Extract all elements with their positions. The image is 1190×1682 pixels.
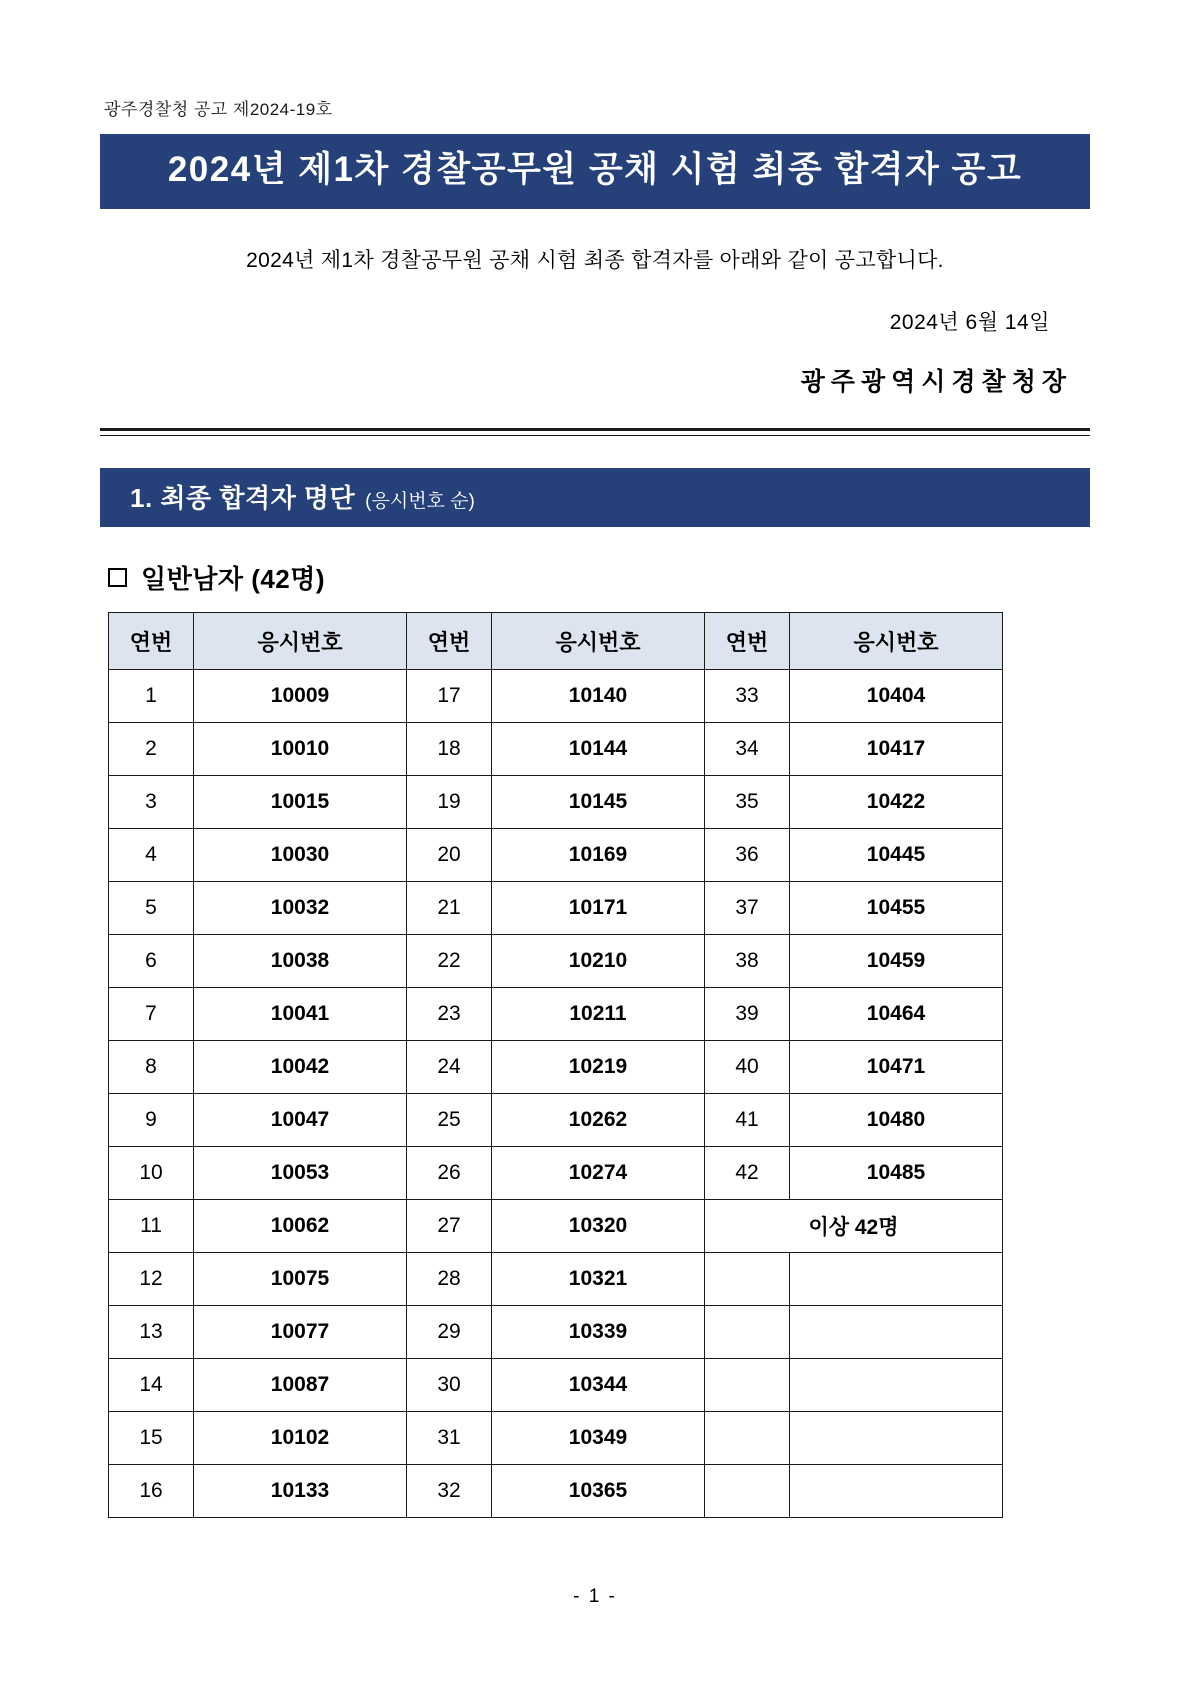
table-row bbox=[109, 935, 1003, 988]
cell-exam-number: 10480 bbox=[790, 1094, 1003, 1147]
announcement-date: 2024년 6월 14일 bbox=[889, 311, 1050, 334]
table-row bbox=[109, 1253, 1003, 1306]
cell-index: 11 bbox=[109, 1200, 194, 1253]
intro-paragraph: 2024년 제1차 경찰공무원 공채 시험 최종 합격자를 아래와 같이 공고합니다. bbox=[246, 248, 944, 272]
column-header-index-1: 연번 bbox=[109, 613, 194, 670]
empty-cell bbox=[790, 1465, 1003, 1518]
cell-index: 16 bbox=[109, 1465, 194, 1518]
table-row bbox=[109, 1041, 1003, 1094]
column-header-index-2: 연번 bbox=[407, 613, 492, 670]
group-label: 일반남자 (42명) bbox=[141, 564, 326, 594]
cell-index: 22 bbox=[407, 935, 492, 988]
horizontal-divider bbox=[100, 428, 1090, 436]
cell-index: 4 bbox=[109, 829, 194, 882]
cell-index: 1 bbox=[109, 670, 194, 723]
cell-index: 12 bbox=[109, 1253, 194, 1306]
cell-exam-number: 10274 bbox=[492, 1147, 705, 1200]
cell-index: 31 bbox=[407, 1412, 492, 1465]
cell-exam-number: 10077 bbox=[194, 1306, 407, 1359]
empty-cell bbox=[790, 1253, 1003, 1306]
cell-index: 5 bbox=[109, 882, 194, 935]
cell-exam-number: 10041 bbox=[194, 988, 407, 1041]
cell-index: 18 bbox=[407, 723, 492, 776]
table-row bbox=[109, 1200, 1003, 1253]
table-row bbox=[109, 1147, 1003, 1200]
cell-exam-number: 10062 bbox=[194, 1200, 407, 1253]
cell-exam-number: 10102 bbox=[194, 1412, 407, 1465]
cell-exam-number: 10075 bbox=[194, 1253, 407, 1306]
table-row bbox=[109, 1412, 1003, 1465]
cell-exam-number: 10133 bbox=[194, 1465, 407, 1518]
total-note: 이상 42명 bbox=[705, 1200, 1003, 1253]
cell-index: 21 bbox=[407, 882, 492, 935]
cell-exam-number: 10471 bbox=[790, 1041, 1003, 1094]
cell-exam-number: 10087 bbox=[194, 1359, 407, 1412]
cell-index: 33 bbox=[705, 670, 790, 723]
cell-index: 37 bbox=[705, 882, 790, 935]
empty-cell bbox=[705, 1359, 790, 1412]
cell-exam-number: 10015 bbox=[194, 776, 407, 829]
table-row bbox=[109, 670, 1003, 723]
cell-index: 29 bbox=[407, 1306, 492, 1359]
cell-index: 39 bbox=[705, 988, 790, 1041]
cell-index: 25 bbox=[407, 1094, 492, 1147]
cell-exam-number: 10417 bbox=[790, 723, 1003, 776]
cell-exam-number: 10171 bbox=[492, 882, 705, 935]
cell-index: 42 bbox=[705, 1147, 790, 1200]
cell-index: 27 bbox=[407, 1200, 492, 1253]
cell-index: 30 bbox=[407, 1359, 492, 1412]
cell-exam-number: 10144 bbox=[492, 723, 705, 776]
cell-index: 20 bbox=[407, 829, 492, 882]
document-title: 2024년 제1차 경찰공무원 공채 시험 최종 합격자 공고 bbox=[100, 134, 1090, 209]
checkbox-square-icon bbox=[108, 568, 127, 587]
cell-exam-number: 10320 bbox=[492, 1200, 705, 1253]
column-header-index-3: 연번 bbox=[705, 613, 790, 670]
cell-index: 3 bbox=[109, 776, 194, 829]
cell-exam-number: 10339 bbox=[492, 1306, 705, 1359]
page-footer: - 1 - bbox=[573, 1586, 617, 1607]
cell-index: 36 bbox=[705, 829, 790, 882]
cell-index: 38 bbox=[705, 935, 790, 988]
cell-index: 9 bbox=[109, 1094, 194, 1147]
cell-index: 40 bbox=[705, 1041, 790, 1094]
cell-exam-number: 10009 bbox=[194, 670, 407, 723]
table-row bbox=[109, 1465, 1003, 1518]
empty-cell bbox=[705, 1253, 790, 1306]
cell-exam-number: 10169 bbox=[492, 829, 705, 882]
section-heading-text: 1. 최종 합격자 명단 bbox=[130, 483, 356, 513]
cell-index: 28 bbox=[407, 1253, 492, 1306]
cell-index: 6 bbox=[109, 935, 194, 988]
cell-exam-number: 10445 bbox=[790, 829, 1003, 882]
cell-index: 41 bbox=[705, 1094, 790, 1147]
cell-exam-number: 10053 bbox=[194, 1147, 407, 1200]
empty-cell bbox=[705, 1465, 790, 1518]
cell-index: 32 bbox=[407, 1465, 492, 1518]
cell-index: 24 bbox=[407, 1041, 492, 1094]
cell-exam-number: 10344 bbox=[492, 1359, 705, 1412]
cell-exam-number: 10038 bbox=[194, 935, 407, 988]
column-header-examnumber-2: 응시번호 bbox=[492, 613, 705, 670]
cell-exam-number: 10032 bbox=[194, 882, 407, 935]
empty-cell bbox=[705, 1306, 790, 1359]
cell-index: 2 bbox=[109, 723, 194, 776]
section-header bbox=[100, 468, 1090, 527]
cell-index: 10 bbox=[109, 1147, 194, 1200]
cell-index: 8 bbox=[109, 1041, 194, 1094]
cell-index: 26 bbox=[407, 1147, 492, 1200]
table-row bbox=[109, 1306, 1003, 1359]
table-header-row bbox=[109, 613, 1003, 670]
cell-exam-number: 10010 bbox=[194, 723, 407, 776]
cell-exam-number: 10140 bbox=[492, 670, 705, 723]
cell-exam-number: 10145 bbox=[492, 776, 705, 829]
cell-exam-number: 10219 bbox=[492, 1041, 705, 1094]
table-row bbox=[109, 882, 1003, 935]
table-row bbox=[109, 723, 1003, 776]
cell-exam-number: 10321 bbox=[492, 1253, 705, 1306]
cell-index: 35 bbox=[705, 776, 790, 829]
cell-exam-number: 10211 bbox=[492, 988, 705, 1041]
table-row bbox=[109, 988, 1003, 1041]
table-row bbox=[109, 776, 1003, 829]
group-heading bbox=[108, 559, 1090, 596]
empty-cell bbox=[790, 1306, 1003, 1359]
empty-cell bbox=[790, 1359, 1003, 1412]
column-header-examnumber-3: 응시번호 bbox=[790, 613, 1003, 670]
cell-exam-number: 10455 bbox=[790, 882, 1003, 935]
cell-exam-number: 10485 bbox=[790, 1147, 1003, 1200]
cell-exam-number: 10365 bbox=[492, 1465, 705, 1518]
cell-exam-number: 10464 bbox=[790, 988, 1003, 1041]
passers-table bbox=[108, 612, 1003, 1518]
cell-exam-number: 10030 bbox=[194, 829, 407, 882]
column-header-examnumber-1: 응시번호 bbox=[194, 613, 407, 670]
cell-exam-number: 10262 bbox=[492, 1094, 705, 1147]
empty-cell bbox=[705, 1412, 790, 1465]
cell-index: 23 bbox=[407, 988, 492, 1041]
cell-exam-number: 10349 bbox=[492, 1412, 705, 1465]
table-row bbox=[109, 1094, 1003, 1147]
cell-exam-number: 10404 bbox=[790, 670, 1003, 723]
table-row bbox=[109, 1359, 1003, 1412]
cell-exam-number: 10210 bbox=[492, 935, 705, 988]
cell-index: 17 bbox=[407, 670, 492, 723]
cell-index: 34 bbox=[705, 723, 790, 776]
table-row bbox=[109, 829, 1003, 882]
cell-exam-number: 10042 bbox=[194, 1041, 407, 1094]
section-subheading-text: (응시번호 순) bbox=[365, 491, 475, 512]
document-number: 광주경찰청 공고 제2024-19호 bbox=[104, 100, 333, 119]
cell-exam-number: 10459 bbox=[790, 935, 1003, 988]
cell-index: 7 bbox=[109, 988, 194, 1041]
cell-exam-number: 10047 bbox=[194, 1094, 407, 1147]
cell-index: 14 bbox=[109, 1359, 194, 1412]
cell-index: 19 bbox=[407, 776, 492, 829]
empty-cell bbox=[790, 1412, 1003, 1465]
cell-exam-number: 10422 bbox=[790, 776, 1003, 829]
cell-index: 15 bbox=[109, 1412, 194, 1465]
table-body bbox=[109, 670, 1003, 1518]
cell-index: 13 bbox=[109, 1306, 194, 1359]
issuing-authority: 광주광역시경찰청장 bbox=[800, 368, 1072, 396]
